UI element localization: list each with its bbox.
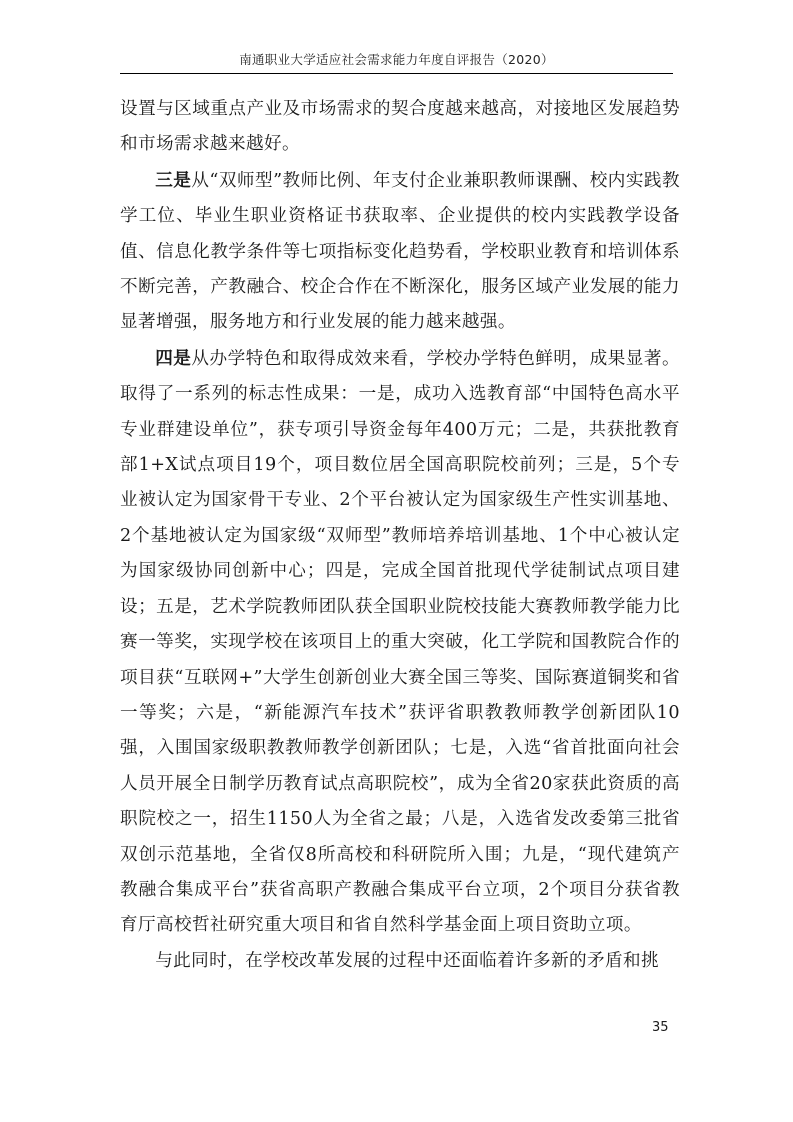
paragraph-1: 设置与区域重点产业及市场需求的契合度越来越高，对接地区发展趋势和市场需求越来越好。 bbox=[120, 99, 680, 155]
header-rule bbox=[120, 73, 673, 74]
paragraph-4: 与此同时，在学校改革发展的过程中还面临着许多新的矛盾和挑 bbox=[155, 950, 660, 971]
document-body bbox=[120, 92, 680, 979]
paragraph-2 bbox=[120, 163, 680, 341]
page-number: 35 bbox=[652, 1020, 669, 1035]
paragraph-3 bbox=[120, 341, 680, 944]
running-header: 南通职业大学适应社会需求能力年度自评报告（2020） bbox=[239, 52, 554, 67]
paragraph-2-text: 从“双师型”教师比例、年支付企业兼职教师课酬、校内实践教学工位、毕业生职业资格证书获取率、企业提供的校内实践教学设备值、信息化教学条件等七项指标变化趋势看，学校职业教育和培训体系不断完善，产教融合、校企合作在不断深化，服务区域产业发展的能力显著增强，服务地方和行业发展的能力越来越强。 bbox=[120, 170, 680, 333]
paragraph-2-lead: 三是 bbox=[155, 169, 192, 191]
paragraph-3-lead: 四是 bbox=[155, 347, 192, 369]
paragraph-3-text: 从办学特色和取得成效来看，学校办学特色鲜明，成果显著。取得了一系列的标志性成果：一是，成功入选教育部“中国特色高水平专业群建设单位”，获专项引导资金每年400万元；二是，共获批教育部1+X试点项目19个，项目数位居全国高职院校前列；三是，5个专业被认定为国家骨干专业、2个平台被认定为国家级生产性实训基地、2个基地被认定为国家级“双师型”教师培养培训基地、1个中心被认定为国家级协同创新中心；四是，完成全国首批现代学徒制试点项目建设；五是，艺术学院教师团队获全国职业院校技能大赛教师教学能力比赛一等奖，实现学校在该项目上的重大突破，化工学院和国教院合作的项目获“互联网+”大学生创新创业大赛全国三等奖、国际赛道铜奖和省一等奖；六是，“新能源汽车技术”获评省职教教师教学创新团队10强，入围国家级职教教师教学创新团队；七是，入选“省首批面向社会人员开展全日制学历教育试点高职院校”，成为全省20家获此资质的高职院校之一，招生1150人为全省之最；八是，入选省发改委第三批省双创示范基地，全省仅8所高校和科研院所入围；九是，“现代建筑产教融合集成平台”获省高职产教融合集成平台立项，2个项目分获省教育厅高校哲社研究重大项目和省自然科学基金面上项目资助立项。 bbox=[120, 348, 680, 936]
